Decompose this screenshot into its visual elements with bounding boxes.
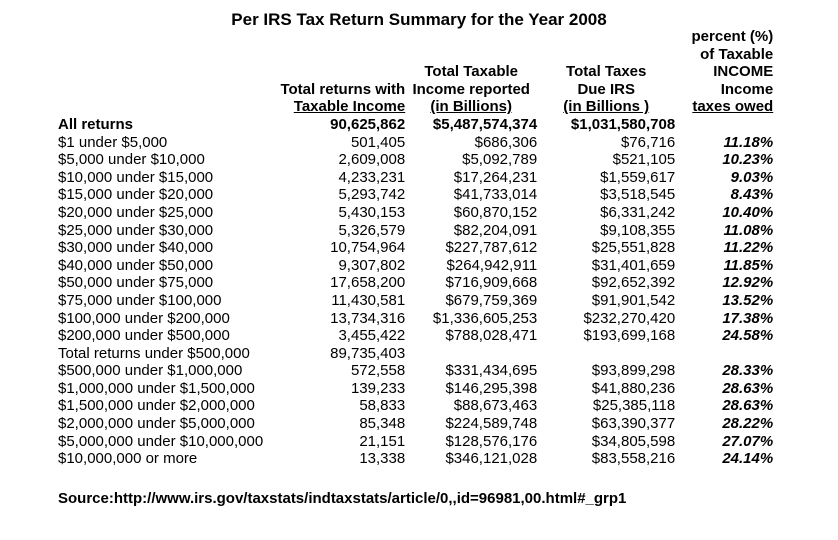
row-percent: 11.08% [723, 221, 774, 239]
row-percent: 9.03% [730, 168, 774, 186]
row-taxes: $1,031,580,708 [570, 115, 676, 133]
row-income: $88,673,463 [453, 397, 538, 415]
row-income [405, 345, 537, 363]
row-label: $2,000,000 under $5,000,000 [58, 415, 255, 433]
row-returns: 17,658,200 [330, 274, 406, 292]
row-percent: 17.38% [722, 309, 774, 327]
row-returns: 5,326,579 [338, 221, 406, 239]
row-label: $25,000 under $30,000 [58, 221, 214, 239]
source-citation: Source:http://www.irs.gov/taxstats/indtaxstats/article/0,,id=96981,00.html#_grp1 [58, 490, 627, 507]
header-income-line: Income reported [412, 80, 530, 98]
row-label: $5,000,000 under $10,000,000 [58, 432, 264, 450]
header-returns [263, 28, 405, 116]
row-label: $100,000 under $200,000 [58, 309, 230, 327]
row-taxes: $6,331,242 [600, 203, 676, 221]
row-returns: 11,430,581 [331, 291, 406, 309]
table-row [58, 134, 773, 152]
row-label: Total returns under $500,000 [58, 344, 250, 362]
row-taxes: $92,652,392 [591, 274, 676, 292]
row-taxes: $91,901,542 [591, 291, 676, 309]
row-returns: 10,754,964 [330, 239, 406, 257]
header-taxes [537, 28, 675, 116]
row-label: $20,000 under $25,000 [58, 203, 214, 221]
row-returns: 89,735,403 [330, 344, 406, 362]
row-taxes: $25,385,118 [592, 397, 676, 415]
header-income-line: Total Taxable [424, 63, 519, 81]
header-returns-line: Taxable Income [293, 98, 406, 116]
row-income: $82,204,091 [453, 221, 538, 239]
table-row [58, 274, 773, 292]
row-income: $788,028,471 [445, 327, 538, 345]
row-taxes: $83,558,216 [591, 450, 676, 468]
row-taxes: $31,401,659 [591, 256, 676, 274]
row-income: $5,092,789 [462, 151, 538, 169]
row-label: $10,000,000 or more [58, 450, 198, 468]
table-row [58, 169, 773, 187]
row-label: $1,500,000 under $2,000,000 [58, 397, 255, 415]
table-row [58, 222, 773, 240]
row-returns: 58,833 [359, 397, 406, 415]
row-income: $716,909,668 [445, 274, 538, 292]
row-label: $40,000 under $50,000 [58, 256, 214, 274]
row-taxes: $25,551,828 [591, 239, 676, 257]
row-percent: 28.63% [722, 379, 774, 397]
row-taxes [537, 345, 675, 363]
table-row [58, 362, 773, 380]
row-label: $5,000 under $10,000 [58, 151, 205, 169]
row-income: $686,306 [474, 133, 538, 151]
row-taxes: $41,880,236 [591, 379, 676, 397]
row-income: $331,434,695 [445, 362, 538, 380]
row-returns: 13,734,316 [330, 309, 406, 327]
row-percent: 10.23% [722, 151, 774, 169]
table-row [58, 433, 773, 451]
row-income: $346,121,028 [445, 450, 538, 468]
header-taxes-line: (in Billions ) [563, 98, 650, 116]
row-returns: 5,430,153 [338, 203, 406, 221]
row-percent: 11.22% [723, 239, 774, 257]
table-row [58, 257, 773, 275]
row-income: $679,759,369 [445, 291, 538, 309]
row-taxes: $1,559,617 [600, 168, 676, 186]
row-returns: 90,625,862 [330, 115, 406, 133]
row-returns: 5,293,742 [338, 186, 406, 204]
header-percent-line: taxes owed [692, 98, 774, 116]
row-percent: 27.07% [722, 432, 774, 450]
table-row [58, 415, 773, 433]
table-row [58, 380, 773, 398]
row-taxes: $63,390,377 [591, 415, 676, 433]
row-label: $75,000 under $100,000 [58, 291, 222, 309]
tax-summary-table [58, 28, 773, 468]
row-label: $1 under $5,000 [58, 133, 168, 151]
row-percent [675, 116, 773, 134]
row-label: $1,000,000 under $1,500,000 [58, 379, 255, 397]
all-returns-row [58, 116, 773, 134]
row-returns: 21,151 [359, 432, 406, 450]
row-income: $1,336,605,253 [432, 309, 538, 327]
table-row [58, 292, 773, 310]
row-percent: 24.58% [722, 327, 774, 345]
row-taxes: $93,899,298 [591, 362, 676, 380]
row-taxes: $76,716 [620, 133, 676, 151]
row-percent [675, 345, 773, 363]
row-income: $128,576,176 [445, 432, 538, 450]
table-row [58, 204, 773, 222]
row-percent: 24.14% [722, 450, 774, 468]
row-returns: 139,233 [350, 379, 406, 397]
table-row [58, 186, 773, 204]
row-percent: 11.85% [723, 256, 774, 274]
row-label: All returns [58, 115, 134, 133]
header-percent-line: of Taxable [700, 45, 774, 63]
row-label: $10,000 under $15,000 [58, 168, 214, 186]
header-taxes-line: Due IRS [577, 80, 635, 98]
row-taxes: $3,518,545 [600, 186, 676, 204]
row-label: $30,000 under $40,000 [58, 239, 214, 257]
header-percent-line: percent (%) [691, 28, 774, 45]
row-returns: 9,307,802 [338, 256, 406, 274]
row-returns: 4,233,231 [338, 168, 406, 186]
table-row [58, 327, 773, 345]
row-income: $17,264,231 [453, 168, 538, 186]
row-label: $200,000 under $500,000 [58, 327, 230, 345]
row-label: $500,000 under $1,000,000 [58, 362, 243, 380]
table-row [58, 151, 773, 169]
row-returns: 572,558 [350, 362, 406, 380]
row-percent: 11.18% [723, 133, 774, 151]
table-row [58, 397, 773, 415]
row-taxes: $521,105 [612, 151, 676, 169]
row-taxes: $34,805,598 [591, 432, 676, 450]
row-taxes: $9,108,355 [600, 221, 676, 239]
header-percent [675, 28, 773, 116]
row-returns: 3,455,422 [338, 327, 406, 345]
row-taxes: $193,699,168 [583, 327, 676, 345]
header-row [58, 28, 773, 116]
row-percent: 13.52% [722, 291, 774, 309]
row-income: $41,733,014 [453, 186, 538, 204]
row-returns: 501,405 [350, 133, 406, 151]
row-income: $146,295,398 [445, 379, 538, 397]
table-row [58, 239, 773, 257]
header-percent-line: INCOME [713, 63, 774, 81]
page-title: Per IRS Tax Return Summary for the Year 2008 [231, 10, 607, 29]
header-income-line: (in Billions) [430, 98, 513, 116]
row-label: $15,000 under $20,000 [58, 186, 214, 204]
row-percent: 28.63% [722, 397, 774, 415]
row-percent: 12.92% [722, 274, 774, 292]
row-income: $227,787,612 [445, 239, 538, 257]
header-taxes-line: Total Taxes [566, 63, 647, 81]
row-returns: 13,338 [359, 450, 406, 468]
row-taxes: $232,270,420 [583, 309, 676, 327]
row-returns: 2,609,008 [338, 151, 406, 169]
header-percent-line: Income [720, 80, 774, 98]
table-row [58, 310, 773, 328]
row-percent: 28.22% [722, 415, 774, 433]
row-percent: 8.43% [730, 186, 774, 204]
header-returns-line: Total returns with [280, 80, 406, 98]
header-label-col [58, 28, 263, 116]
row-income: $264,942,911 [446, 256, 538, 274]
table-row [58, 450, 773, 468]
row-income: $60,870,152 [453, 203, 538, 221]
header-income [405, 28, 537, 116]
row-income: $224,589,748 [445, 415, 538, 433]
row-percent: 10.40% [722, 203, 774, 221]
row-income: $5,487,574,374 [432, 115, 538, 133]
row-percent: 28.33% [722, 362, 774, 380]
row-returns: 85,348 [359, 415, 406, 433]
row-label: $50,000 under $75,000 [58, 274, 214, 292]
table-row [58, 345, 773, 363]
